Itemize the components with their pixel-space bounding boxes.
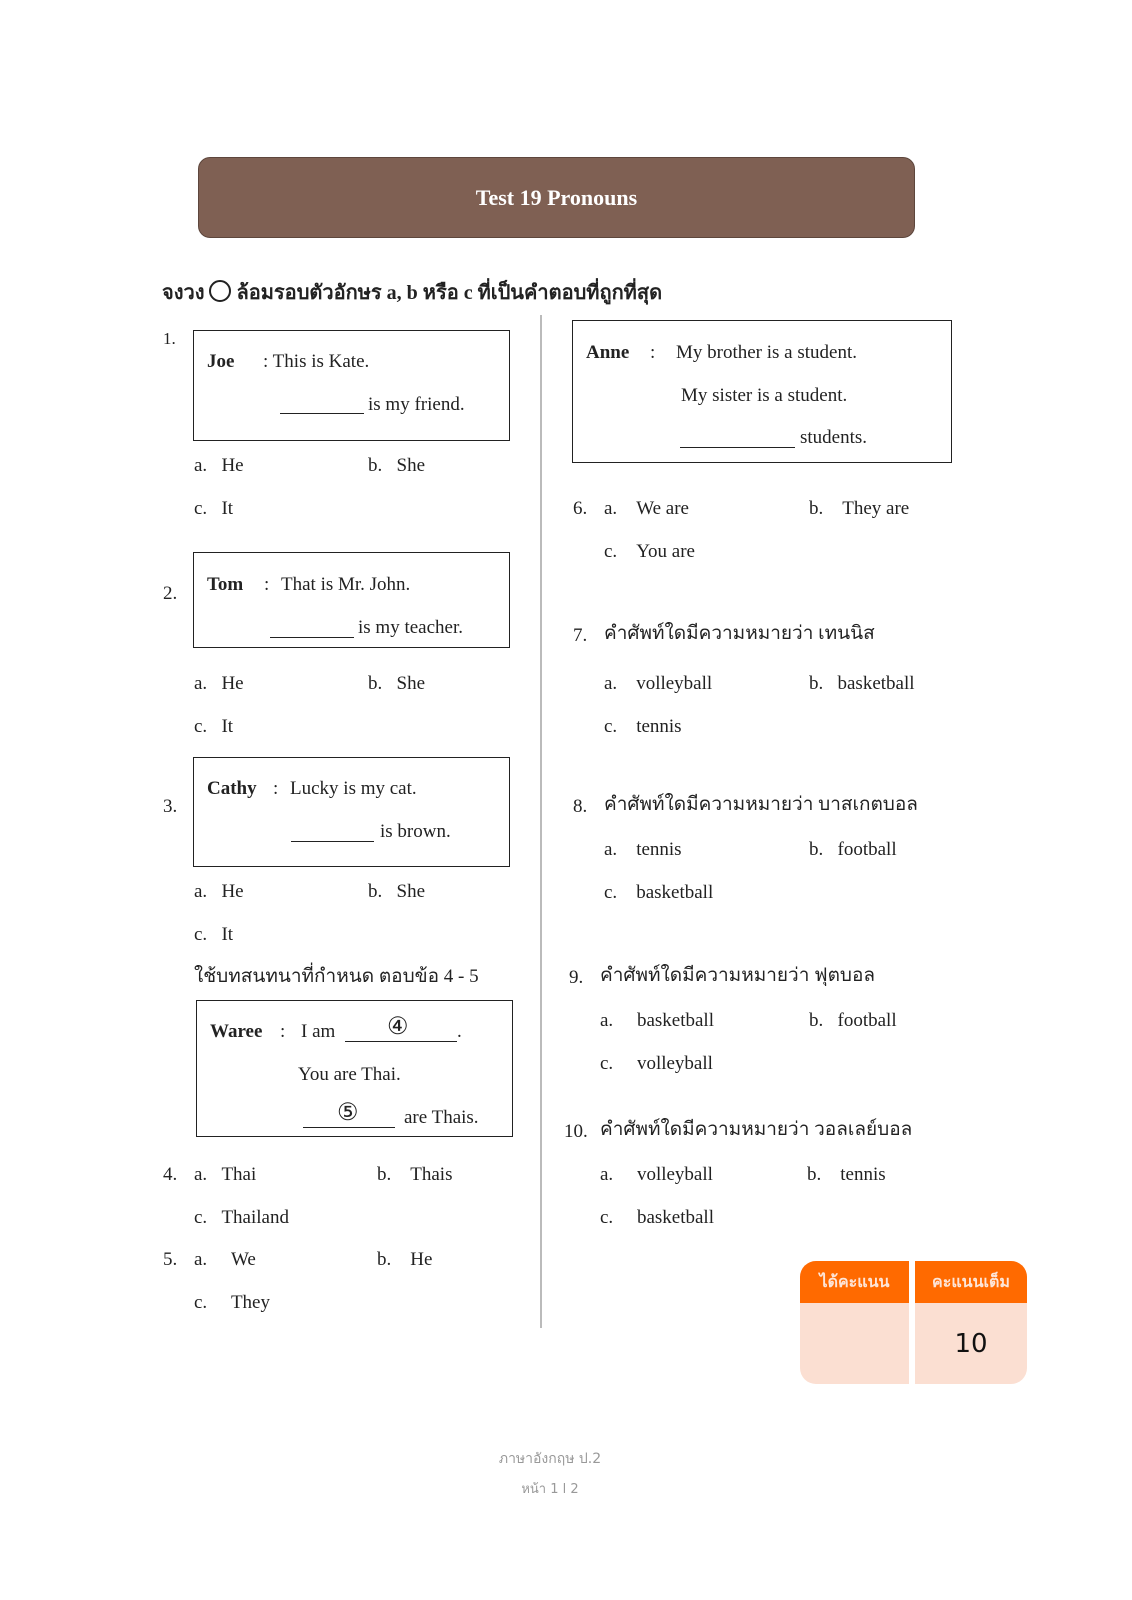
option-text: basketball	[636, 1207, 714, 1228]
option-letter: a.	[600, 1010, 614, 1031]
q7-option-b[interactable]	[809, 674, 915, 693]
mark-5: ⑤	[337, 1100, 359, 1126]
q3-speaker: Cathy	[207, 778, 257, 799]
option-text: Thailand	[221, 1207, 289, 1228]
q1-option-c[interactable]	[194, 499, 233, 518]
option-letter: c.	[604, 882, 618, 903]
q5-option-a[interactable]	[194, 1250, 256, 1269]
q9-option-c[interactable]	[600, 1054, 713, 1073]
dialog45-line2: You are Thai.	[298, 1064, 401, 1085]
option-text: We	[230, 1249, 256, 1270]
q2-option-b[interactable]	[368, 674, 425, 693]
q6-speaker: Anne	[586, 342, 630, 363]
option-letter: a.	[600, 1164, 614, 1185]
q6-colon: :	[650, 342, 656, 363]
q6-option-a[interactable]	[604, 499, 689, 518]
q3-colon: :	[273, 778, 279, 799]
dialog45-period: .	[457, 1021, 462, 1042]
option-text: It	[221, 498, 234, 519]
instruction	[162, 280, 662, 303]
q3-line2: is brown.	[380, 821, 451, 842]
q10-option-b[interactable]	[807, 1165, 886, 1184]
option-text: Thai	[221, 1164, 257, 1185]
option-letter: c.	[604, 716, 618, 737]
q3-dialog-box	[193, 757, 510, 867]
option-letter: a.	[194, 881, 208, 902]
test-title: Test 19 Pronouns	[198, 157, 915, 238]
option-text: He	[221, 673, 244, 694]
q3-option-c[interactable]	[194, 925, 233, 944]
q2-speaker: Tom	[207, 574, 244, 595]
q3-option-b[interactable]	[368, 882, 425, 901]
option-letter: c.	[194, 924, 208, 945]
q2-line2: is my teacher.	[358, 617, 463, 638]
q5-option-b[interactable]	[377, 1250, 432, 1269]
option-letter: b.	[809, 498, 824, 519]
q9-prompt: คำศัพท์ใดมีความหมายว่า ฟุตบอล	[600, 965, 876, 986]
option-text: She	[396, 673, 425, 694]
q8-prompt: คำศัพท์ใดมีความหมายว่า บาสเกตบอล	[604, 794, 918, 815]
option-letter: a.	[194, 455, 208, 476]
q2-number: 2.	[163, 583, 178, 604]
q3-option-a[interactable]	[194, 882, 244, 901]
q7-option-a[interactable]	[604, 674, 712, 693]
q7-option-c[interactable]	[604, 717, 682, 736]
q1-line1: : This is Kate.	[263, 351, 370, 372]
q7-number: 7.	[573, 625, 588, 646]
option-text: tennis	[636, 839, 682, 860]
q7-prompt: คำศัพท์ใดมีความหมายว่า เทนนิส	[604, 623, 875, 644]
instruction-after: ล้อมรอบตัวอักษร a, b หรือ c ที่เป็นคำตอบที่ถูกที่สุด	[236, 282, 663, 304]
score-earned-cell	[800, 1261, 909, 1384]
option-text: football	[837, 1010, 897, 1031]
q6-line3: students.	[800, 427, 868, 448]
option-letter: b.	[368, 881, 383, 902]
option-text: volleyball	[636, 1053, 713, 1074]
option-text: basketball	[636, 882, 714, 903]
option-letter: c.	[194, 1292, 208, 1313]
option-letter: a.	[604, 673, 618, 694]
option-text: They	[230, 1292, 270, 1313]
dialog45-line1: I am	[301, 1021, 336, 1042]
option-letter: c.	[194, 498, 208, 519]
option-text: basketball	[636, 1010, 714, 1031]
q1-blank	[280, 413, 364, 414]
score-total-cell	[915, 1261, 1027, 1384]
option-letter: c.	[194, 716, 208, 737]
option-letter: b.	[809, 839, 824, 860]
option-letter: b.	[377, 1164, 392, 1185]
option-text: She	[396, 881, 425, 902]
option-text: He	[221, 455, 244, 476]
option-letter: a.	[194, 1249, 208, 1270]
q1-option-a[interactable]	[194, 456, 244, 475]
q2-blank	[270, 637, 354, 638]
option-letter: b.	[809, 1010, 824, 1031]
q4-number: 4.	[163, 1164, 178, 1185]
footer-subject: ภาษาอังกฤษ ป.2	[498, 1451, 602, 1467]
q4-option-b[interactable]	[377, 1165, 452, 1184]
q2-line1: That is Mr. John.	[281, 574, 411, 595]
circle-icon	[209, 280, 231, 302]
option-letter: a.	[194, 673, 208, 694]
option-text: Thais	[410, 1164, 453, 1185]
option-letter: c.	[604, 541, 618, 562]
q1-dialog-box	[193, 330, 510, 441]
column-divider	[540, 315, 542, 1328]
option-letter: b.	[368, 455, 383, 476]
q1-line2: is my friend.	[368, 394, 465, 415]
score-total-value: 10	[954, 1328, 988, 1359]
option-text: tennis	[840, 1164, 886, 1185]
q4-option-a[interactable]	[194, 1165, 256, 1184]
q6-line1: My brother is a student.	[676, 342, 858, 363]
option-text: It	[221, 716, 234, 737]
option-text: volleyball	[636, 1164, 713, 1185]
q6-line2: My sister is a student.	[681, 385, 848, 406]
q10-option-a[interactable]	[600, 1165, 713, 1184]
dialog45-blank4	[345, 1041, 457, 1042]
option-letter: c.	[194, 1207, 208, 1228]
dialog45-speaker: Waree	[210, 1021, 263, 1042]
q6-number: 6.	[573, 498, 588, 519]
option-text: You are	[636, 541, 695, 562]
q6-blank	[680, 447, 795, 448]
q9-number: 9.	[569, 967, 584, 988]
option-text: They are	[842, 498, 910, 519]
q9-option-a[interactable]	[600, 1011, 714, 1030]
q5-option-c[interactable]	[194, 1293, 270, 1312]
q6-option-b[interactable]	[809, 499, 909, 518]
q2-colon: :	[264, 574, 270, 595]
option-text: He	[410, 1249, 433, 1270]
option-letter: c.	[600, 1207, 614, 1228]
q3-line1: Lucky is my cat.	[290, 778, 417, 799]
option-text: football	[837, 839, 897, 860]
q8-option-c[interactable]	[604, 883, 713, 902]
option-letter: a.	[194, 1164, 208, 1185]
q4-option-c[interactable]	[194, 1208, 289, 1227]
q1-speaker: Joe	[207, 351, 235, 372]
q8-option-b[interactable]	[809, 840, 897, 859]
q9-option-b[interactable]	[809, 1011, 897, 1030]
score-total-label: คะแนนเต็ม	[915, 1261, 1027, 1303]
dialog45-instruction: ใช้บทสนทนาที่กำหนด ตอบข้อ 4 - 5	[194, 966, 479, 987]
option-letter: b.	[368, 673, 383, 694]
option-letter: a.	[604, 839, 618, 860]
option-text: He	[221, 881, 244, 902]
option-letter: b.	[377, 1249, 392, 1270]
q8-number: 8.	[573, 796, 588, 817]
q2-option-c[interactable]	[194, 717, 233, 736]
mark-4: ④	[387, 1014, 409, 1040]
option-letter: a.	[604, 498, 618, 519]
option-text: tennis	[636, 716, 682, 737]
option-text: It	[221, 924, 234, 945]
option-letter: b.	[807, 1164, 822, 1185]
option-text: We are	[636, 498, 689, 519]
option-letter: c.	[600, 1053, 614, 1074]
instruction-before: จงวง	[162, 282, 205, 304]
option-text: She	[396, 455, 425, 476]
score-earned-value[interactable]	[800, 1303, 909, 1384]
q10-option-c[interactable]	[600, 1208, 714, 1227]
q6-option-c[interactable]	[604, 542, 695, 561]
option-letter: b.	[809, 673, 824, 694]
q10-number: 10.	[564, 1121, 588, 1142]
q3-number: 3.	[163, 796, 178, 817]
q3-blank	[291, 841, 374, 842]
q1-option-b[interactable]	[368, 456, 425, 475]
q2-option-a[interactable]	[194, 674, 244, 693]
q5-number: 5.	[163, 1249, 178, 1270]
dialog45-line3: are Thais.	[404, 1107, 479, 1128]
option-text: basketball	[837, 673, 915, 694]
option-text: volleyball	[636, 673, 713, 694]
score-earned-label: ได้คะแนน	[800, 1261, 909, 1303]
footer-page: หน้า 1 l 2	[521, 1482, 579, 1497]
q1-number: 1.	[163, 329, 176, 348]
dialog45-colon: :	[280, 1021, 286, 1042]
q8-option-a[interactable]	[604, 840, 682, 859]
dialog45-blank5	[303, 1127, 395, 1128]
q10-prompt: คำศัพท์ใดมีความหมายว่า วอลเลย์บอล	[600, 1119, 913, 1140]
